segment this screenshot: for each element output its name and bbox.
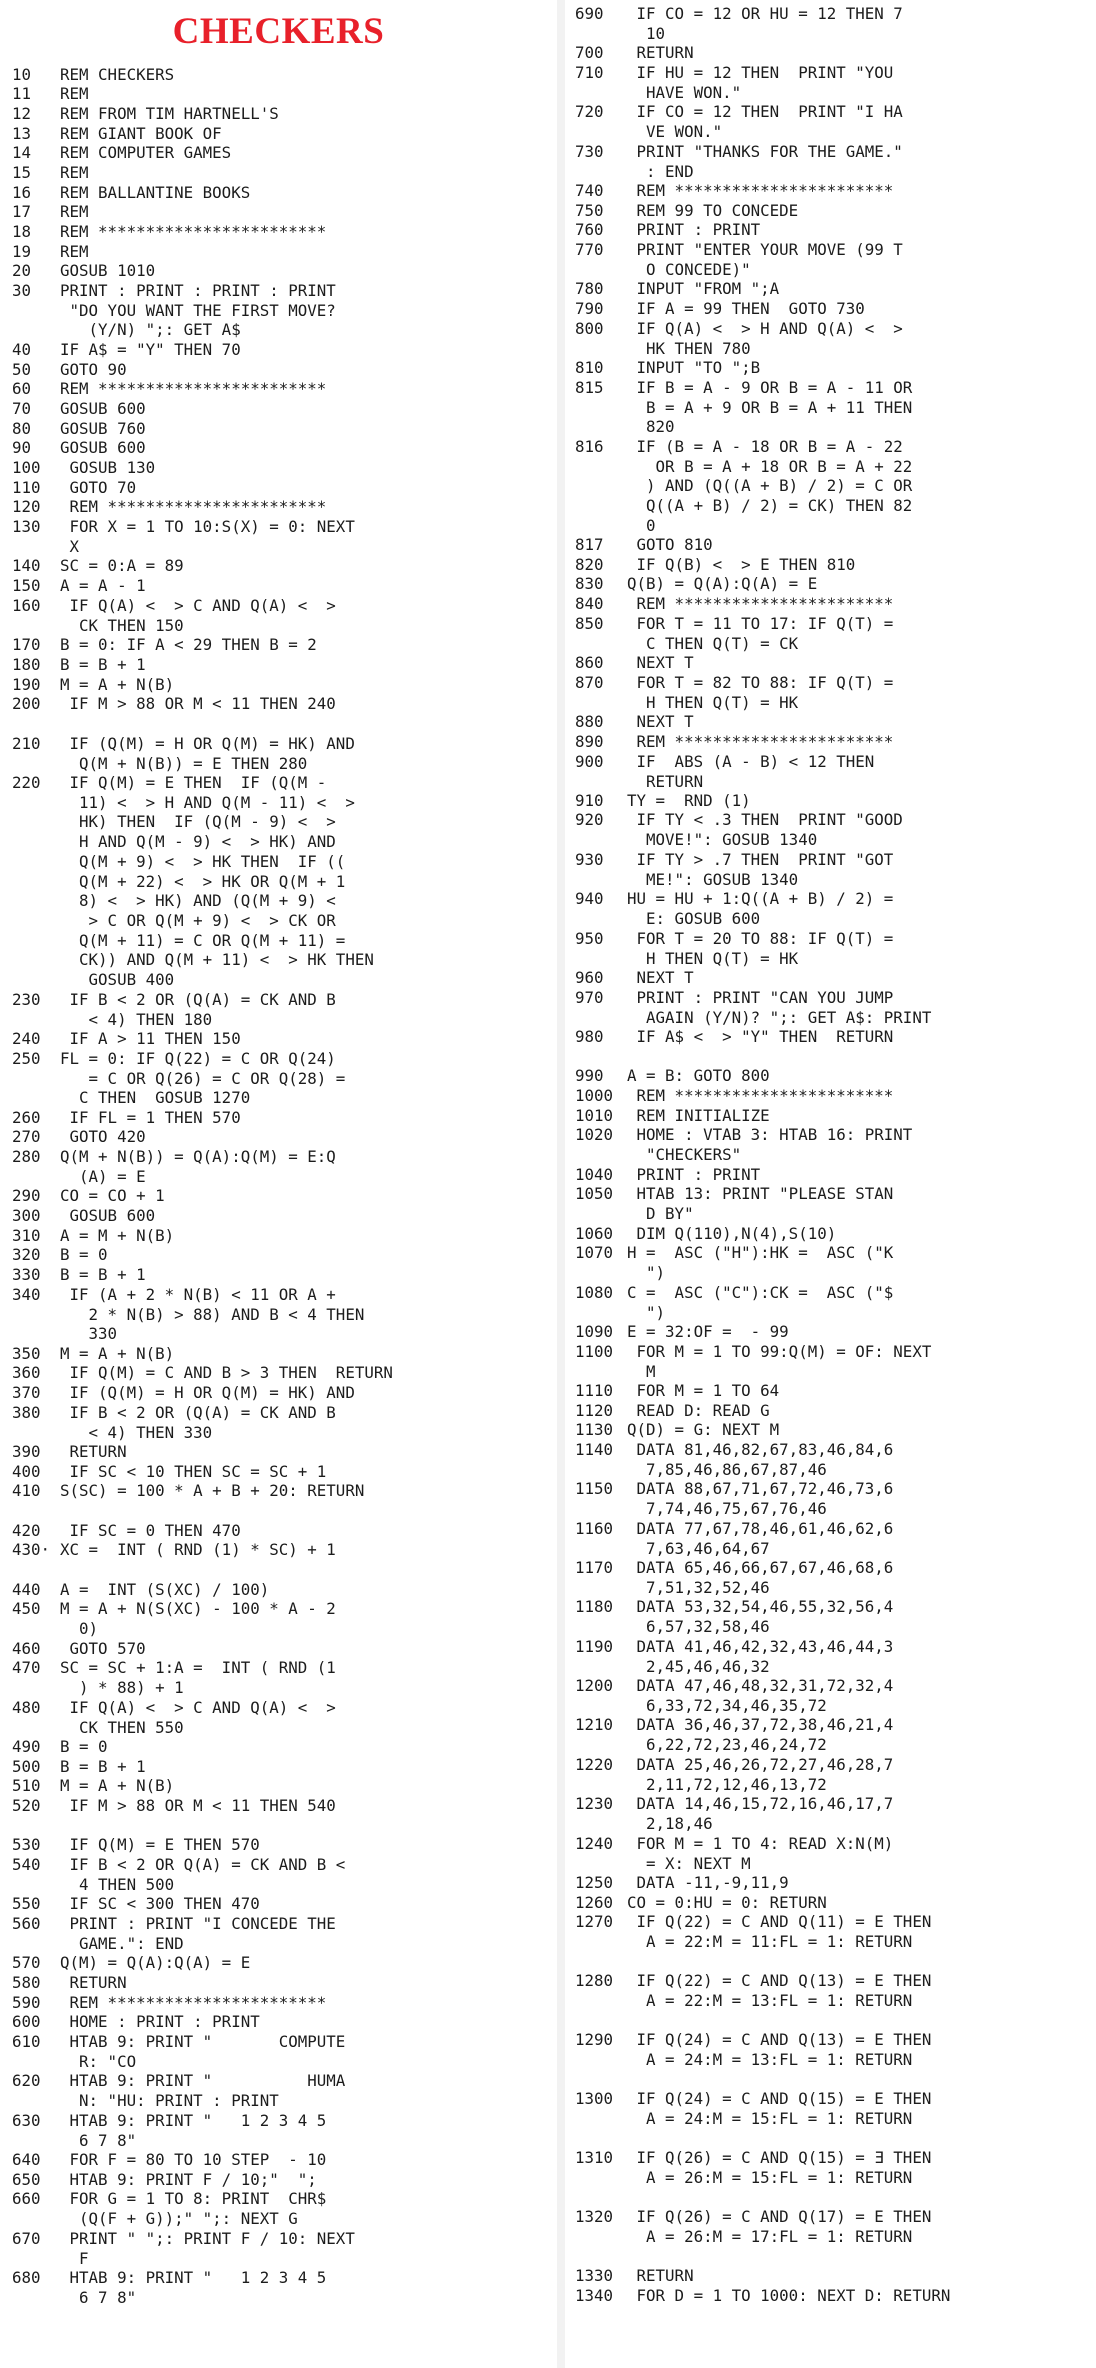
- line-number: 790: [575, 299, 604, 318]
- line-code: NEXT T: [627, 653, 694, 672]
- line-number: 830: [575, 574, 604, 593]
- line-code: HOME : VTAB 3: HTAB 16: PRINT "CHECKERS": [636, 1125, 913, 1164]
- line-code: IF SC < 10 THEN SC = SC + 1: [60, 1462, 327, 1481]
- line-number: 1140: [575, 1440, 614, 1459]
- line-number: 1180: [575, 1597, 614, 1616]
- line-code: B = 0: [60, 1245, 108, 1264]
- line-code: PRINT : PRINT "I CONCEDE THE GAME.": END: [69, 1914, 336, 1953]
- line-number: 250: [12, 1049, 41, 1068]
- line-code: HTAB 9: PRINT " 1 2 3 4 5 6 7 8": [69, 2268, 327, 2307]
- line-number: 60: [12, 379, 32, 398]
- line-number: 1110: [575, 1381, 614, 1400]
- line-code: NEXT T: [627, 968, 694, 987]
- line-code: IF HU = 12 THEN PRINT "YOU HAVE WON.": [636, 63, 894, 102]
- line-code: Q(M + N(B)) = Q(A):Q(M) = E:Q (A) = E: [60, 1147, 336, 1186]
- line-number: 1170: [575, 1558, 614, 1577]
- line-number: 860: [575, 653, 604, 672]
- line-number: 810: [575, 358, 604, 377]
- line-code: IF TY > .7 THEN PRINT "GOT ME!": GOSUB 1340: [636, 850, 894, 889]
- line-code: XC = INT ( RND (1) * SC) + 1: [60, 1540, 336, 1559]
- line-code: REM: [60, 202, 89, 221]
- line-number: 290: [12, 1186, 41, 1205]
- line-code: REM ***********************: [627, 594, 894, 613]
- line-code: REM: [60, 163, 89, 182]
- line-number: 620: [12, 2071, 41, 2090]
- line-number: 490: [12, 1737, 41, 1756]
- line-code: IF ABS (A - B) < 12 THEN RETURN: [636, 752, 875, 791]
- line-code: FOR M = 1 TO 64: [627, 1381, 780, 1400]
- line-code: IF A$ < > "Y" THEN RETURN: [627, 1027, 894, 1046]
- line-number: 840: [575, 594, 604, 613]
- line-number: 690: [575, 4, 604, 23]
- line-code: INPUT "FROM ";A: [627, 279, 780, 298]
- line-number: 1220: [575, 1755, 614, 1774]
- line-number: 440: [12, 1580, 41, 1599]
- line-code: REM ***********************: [627, 181, 894, 200]
- line-code: IF Q(22) = C AND Q(13) = E THEN A = 22:M = 13:FL = 1: RETURN: [636, 1971, 932, 2010]
- line-number: 890: [575, 732, 604, 751]
- line-code: IF A = 99 THEN GOTO 730: [627, 299, 865, 318]
- line-number: 1210: [575, 1715, 614, 1734]
- line-code: FL = 0: IF Q(22) = C OR Q(24) = C OR Q(26) = C OR Q(28) = C THEN GOSUB 1270: [60, 1049, 346, 1108]
- line-code: IF B < 2 OR (Q(A) = CK AND B < 4) THEN 330: [69, 1403, 336, 1442]
- line-number: 850: [575, 614, 604, 633]
- line-code: M = A + N(B): [60, 675, 175, 694]
- line-code: IF A$ = "Y" THEN 70: [60, 340, 241, 359]
- line-code: GOSUB 600: [60, 438, 146, 457]
- line-code: IF Q(A) < > H AND Q(A) < > HK THEN 780: [636, 319, 903, 358]
- line-code: REM INITIALIZE: [627, 1106, 770, 1125]
- line-number: 1010: [575, 1106, 614, 1125]
- line-number: 950: [575, 929, 604, 948]
- line-number: 460: [12, 1639, 41, 1658]
- line-number: 1080: [575, 1283, 614, 1302]
- line-number: 80: [12, 419, 32, 438]
- line-number: 90: [12, 438, 32, 457]
- line-number: 990: [575, 1066, 604, 1085]
- line-number: 15: [12, 163, 32, 182]
- line-number: 1070: [575, 1243, 614, 1262]
- line-code: A = B: GOTO 800: [627, 1066, 770, 1085]
- line-code: PRINT : PRINT : PRINT : PRINT "DO YOU WANT THE FIRST MOVE? (Y/N) ";: GET A$: [60, 281, 336, 340]
- line-code: IF CO = 12 OR HU = 12 THEN 7 10: [636, 4, 903, 43]
- line-number: 760: [575, 220, 604, 239]
- line-number: 160: [12, 596, 41, 615]
- line-number: 1340: [575, 2286, 614, 2305]
- line-code: B = B + 1: [60, 1265, 146, 1284]
- line-number: 1160: [575, 1519, 614, 1538]
- line-number: 410: [12, 1481, 41, 1500]
- line-code: INPUT "TO ";B: [627, 358, 761, 377]
- line-code: REM ***********************: [627, 732, 894, 751]
- line-number: 500: [12, 1757, 41, 1776]
- line-code: FOR G = 1 TO 8: PRINT CHR$ (Q(F + G));" ";: NEXT G: [69, 2189, 327, 2228]
- line-code: DATA 65,46,66,67,67,46,68,6 7,51,32,52,46: [636, 1558, 894, 1597]
- line-code: TY = RND (1): [627, 791, 751, 810]
- line-number: 880: [575, 712, 604, 731]
- line-code: GOSUB 600: [60, 1206, 156, 1225]
- line-code: DATA 41,46,42,32,43,46,44,3 2,45,46,46,32: [636, 1637, 894, 1676]
- line-code: GOTO 810: [627, 535, 713, 554]
- line-code: GOSUB 130: [60, 458, 156, 477]
- line-number: 200: [12, 694, 41, 713]
- line-code: IF M > 88 OR M < 11 THEN 240: [60, 694, 336, 713]
- line-number: 550: [12, 1894, 41, 1913]
- line-code: IF (A + 2 * N(B) < 11 OR A + 2 * N(B) > 88) AND B < 4 THEN 330: [69, 1285, 365, 1344]
- line-number: 900: [575, 752, 604, 771]
- line-number: 520: [12, 1796, 41, 1815]
- line-number: 660: [12, 2189, 41, 2208]
- line-number: 480: [12, 1698, 41, 1717]
- line-code: SC = 0:A = 89: [60, 556, 184, 575]
- line-number: 750: [575, 201, 604, 220]
- line-number: 960: [575, 968, 604, 987]
- line-number: 1320: [575, 2207, 614, 2226]
- line-code: GOTO 90: [60, 360, 127, 379]
- line-code: REM: [60, 242, 89, 261]
- line-number: 16: [12, 183, 32, 202]
- line-number: 13: [12, 124, 32, 143]
- line-number: 1190: [575, 1637, 614, 1656]
- line-number: 1330: [575, 2266, 614, 2285]
- line-code: IF B = A - 9 OR B = A - 11 OR B = A + 9 OR B = A + 11 THEN 820: [636, 378, 913, 437]
- line-number: 1290: [575, 2030, 614, 2049]
- line-code: HTAB 9: PRINT " 1 2 3 4 5 6 7 8": [69, 2111, 327, 2150]
- line-number: 10: [12, 65, 32, 84]
- line-code: IF B < 2 OR (Q(A) = CK AND B < 4) THEN 180: [69, 990, 336, 1029]
- line-number: 30: [12, 281, 32, 300]
- line-code: S(SC) = 100 * A + B + 20: RETURN: [60, 1481, 365, 1500]
- line-number: 280: [12, 1147, 41, 1166]
- line-code: IF Q(22) = C AND Q(11) = E THEN A = 22:M = 11:FL = 1: RETURN: [636, 1912, 932, 1951]
- line-code: DATA -11,-9,11,9: [627, 1873, 789, 1892]
- line-number: 11: [12, 84, 32, 103]
- line-number: 300: [12, 1206, 41, 1225]
- line-number: 40: [12, 340, 32, 359]
- line-number: 640: [12, 2150, 41, 2169]
- line-code: PRINT : PRINT: [627, 220, 761, 239]
- line-number: 1040: [575, 1165, 614, 1184]
- line-code: GOTO 420: [60, 1127, 146, 1146]
- line-code: A = M + N(B): [60, 1226, 175, 1245]
- line-code: M = A + N(B): [60, 1344, 175, 1363]
- line-code: GOTO 570: [60, 1639, 146, 1658]
- line-code: A = A - 1: [60, 576, 146, 595]
- line-number: 14: [12, 143, 32, 162]
- line-code: HTAB 9: PRINT " HUMA N: "HU: PRINT : PRINT: [69, 2071, 346, 2110]
- line-code: Q(M) = Q(A):Q(A) = E: [60, 1953, 251, 1972]
- line-code: REM: [60, 84, 89, 103]
- line-code: RETURN: [627, 43, 694, 62]
- line-number: 390: [12, 1442, 41, 1461]
- line-number: 610: [12, 2032, 41, 2051]
- line-code: IF TY < .3 THEN PRINT "GOOD MOVE!": GOSUB 1340: [636, 810, 903, 849]
- line-number: 820: [575, 555, 604, 574]
- line-code: M = A + N(B): [60, 1776, 175, 1795]
- line-code: DATA 14,46,15,72,16,46,17,7 2,18,46: [636, 1794, 894, 1833]
- line-code: IF CO = 12 THEN PRINT "I HA VE WON.": [636, 102, 903, 141]
- line-code: CO = CO + 1: [60, 1186, 165, 1205]
- line-number: 220: [12, 773, 41, 792]
- line-code: E = 32:OF = - 99: [627, 1322, 789, 1341]
- line-number: 430·: [12, 1540, 51, 1559]
- line-number: 400: [12, 1462, 41, 1481]
- line-number: 700: [575, 43, 604, 62]
- line-code: C = ASC ("C"):CK = ASC ("$ "): [627, 1283, 894, 1322]
- line-code: IF A > 11 THEN 150: [60, 1029, 241, 1048]
- line-number: 370: [12, 1383, 41, 1402]
- line-code: IF (B = A - 18 OR B = A - 22 OR B = A + 18 OR B = A + 22 ) AND (Q((A + B) / 2) = C OR Q((A + B) / 2) = CK) THEN 82 0: [636, 437, 913, 535]
- line-number: 1090: [575, 1322, 614, 1341]
- line-code: PRINT : PRINT: [627, 1165, 761, 1184]
- line-number: 530: [12, 1835, 41, 1854]
- line-code: B = 0: [60, 1737, 108, 1756]
- line-number: 270: [12, 1127, 41, 1146]
- line-number: 920: [575, 810, 604, 829]
- line-number: 630: [12, 2111, 41, 2130]
- line-code: FOR T = 20 TO 88: IF Q(T) = H THEN Q(T) = HK: [636, 929, 894, 968]
- line-code: B = B + 1: [60, 1757, 146, 1776]
- line-number: 560: [12, 1914, 41, 1933]
- line-number: 980: [575, 1027, 604, 1046]
- line-code: REM GIANT BOOK OF: [60, 124, 222, 143]
- line-code: IF FL = 1 THEN 570: [60, 1108, 241, 1127]
- line-code: NEXT T: [627, 712, 694, 731]
- page-title: CHECKERS: [172, 11, 385, 52]
- line-code: IF (Q(M) = H OR Q(M) = HK) AND Q(M + N(B)) = E THEN 280: [69, 734, 355, 773]
- line-code: FOR T = 82 TO 88: IF Q(T) = H THEN Q(T) = HK: [636, 673, 894, 712]
- line-number: 770: [575, 240, 604, 259]
- line-number: 120: [12, 497, 41, 516]
- line-number: 600: [12, 2012, 41, 2031]
- line-number: 1050: [575, 1184, 614, 1203]
- line-number: 1260: [575, 1893, 614, 1912]
- line-number: 730: [575, 142, 604, 161]
- line-number: 20: [12, 261, 32, 280]
- line-number: 740: [575, 181, 604, 200]
- line-number: 260: [12, 1108, 41, 1127]
- line-code: CO = 0:HU = 0: RETURN: [627, 1893, 827, 1912]
- line-number: 710: [575, 63, 604, 82]
- line-number: 470: [12, 1658, 41, 1677]
- line-code: DATA 88,67,71,67,72,46,73,6 7,74,46,75,67,76,46: [636, 1479, 894, 1518]
- line-number: 1270: [575, 1912, 614, 1931]
- line-code: REM ************************: [60, 222, 327, 241]
- line-code: GOSUB 760: [60, 419, 146, 438]
- line-code: FOR M = 1 TO 99:Q(M) = OF: NEXT M: [636, 1342, 932, 1381]
- line-code: Q(B) = Q(A):Q(A) = E: [627, 574, 818, 593]
- line-number: 420: [12, 1521, 41, 1540]
- line-code: IF Q(B) < > E THEN 810: [627, 555, 856, 574]
- line-number: 817: [575, 535, 604, 554]
- line-code: FOR D = 1 TO 1000: NEXT D: RETURN: [627, 2286, 951, 2305]
- line-number: 380: [12, 1403, 41, 1422]
- line-number: 110: [12, 478, 41, 497]
- line-code: GOSUB 1010: [60, 261, 156, 280]
- line-code: FOR T = 11 TO 17: IF Q(T) = C THEN Q(T) = CK: [636, 614, 894, 653]
- line-number: 1230: [575, 1794, 614, 1813]
- line-number: 1200: [575, 1676, 614, 1695]
- line-code: HOME : PRINT : PRINT: [60, 2012, 260, 2031]
- line-number: 720: [575, 102, 604, 121]
- line-code: B = 0: IF A < 29 THEN B = 2: [60, 635, 317, 654]
- line-code: REM ***********************: [60, 1993, 327, 2012]
- line-number: 1240: [575, 1834, 614, 1853]
- line-code: PRINT "THANKS FOR THE GAME." : END: [636, 142, 903, 181]
- line-number: 19: [12, 242, 32, 261]
- line-code: B = B + 1: [60, 655, 146, 674]
- line-code: GOSUB 600: [60, 399, 146, 418]
- line-code: DATA 47,46,48,32,31,72,32,4 6,33,72,34,46,35,72: [636, 1676, 894, 1715]
- line-number: 680: [12, 2268, 41, 2287]
- line-number: 450: [12, 1599, 41, 1618]
- line-number: 1250: [575, 1873, 614, 1892]
- line-code: M = A + N(S(XC) - 100 * A - 2 0): [60, 1599, 336, 1638]
- line-code: Q(D) = G: NEXT M: [627, 1420, 780, 1439]
- line-number: 1020: [575, 1125, 614, 1144]
- line-code: FOR F = 80 TO 10 STEP - 10: [60, 2150, 327, 2169]
- line-number: 1100: [575, 1342, 614, 1361]
- line-number: 800: [575, 319, 604, 338]
- line-number: 70: [12, 399, 32, 418]
- line-code: REM COMPUTER GAMES: [60, 143, 232, 162]
- line-number: 815: [575, 378, 604, 397]
- line-code: SC = SC + 1:A = INT ( RND (1 ) * 88) + 1: [60, 1658, 336, 1697]
- line-number: 910: [575, 791, 604, 810]
- line-code: RETURN: [60, 1442, 127, 1461]
- line-code: REM ************************: [60, 379, 327, 398]
- line-number: 350: [12, 1344, 41, 1363]
- line-number: 970: [575, 988, 604, 1007]
- line-code: IF Q(24) = C AND Q(13) = E THEN A = 24:M = 13:FL = 1: RETURN: [636, 2030, 932, 2069]
- line-code: RETURN: [60, 1973, 127, 1992]
- line-code: DATA 77,67,78,46,61,46,62,6 7,63,46,64,67: [636, 1519, 894, 1558]
- line-code: IF (Q(M) = H OR Q(M) = HK) AND: [60, 1383, 355, 1402]
- line-code: REM ***********************: [627, 1086, 894, 1105]
- line-code: IF Q(24) = C AND Q(15) = E THEN A = 24:M = 15:FL = 1: RETURN: [636, 2089, 932, 2128]
- line-code: DATA 53,32,54,46,55,32,56,4 6,57,32,58,46: [636, 1597, 894, 1636]
- line-number: 330: [12, 1265, 41, 1284]
- line-number: 816: [575, 437, 604, 456]
- line-code: HTAB 9: PRINT " COMPUTE R: "CO: [69, 2032, 346, 2071]
- line-code: PRINT : PRINT "CAN YOU JUMP AGAIN (Y/N)? ";: GET A$: PRINT: [636, 988, 932, 1027]
- line-code: REM ***********************: [60, 497, 327, 516]
- line-code: IF Q(M) = E THEN IF (Q(M - 11) < > H AND Q(M - 11) < > HK) THEN IF (Q(M - 9) < > H AND Q(M - 9) < > HK) AND Q(M + 9) < > HK THEN IF (( Q(M + 22) < > HK OR Q(M + 1 8) < > HK) AND (Q(M + 9) < > C OR Q(M + 9) < > CK OR Q(M + 11) = C OR Q(M + 11) = CK)) AND Q(M + 11) < > HK THEN GOSUB 400: [69, 773, 374, 990]
- line-code: HU = HU + 1:Q((A + B) / 2) = E: GOSUB 600: [627, 889, 894, 928]
- line-number: 940: [575, 889, 604, 908]
- line-number: 540: [12, 1855, 41, 1874]
- line-code: REM 99 TO CONCEDE: [627, 201, 799, 220]
- line-number: 580: [12, 1973, 41, 1992]
- line-number: 570: [12, 1953, 41, 1972]
- line-code: REM BALLANTINE BOOKS: [60, 183, 251, 202]
- line-number: 150: [12, 576, 41, 595]
- line-number: 320: [12, 1245, 41, 1264]
- line-number: 130: [12, 517, 41, 536]
- line-number: 1120: [575, 1401, 614, 1420]
- line-number: 17: [12, 202, 32, 221]
- line-number: 930: [575, 850, 604, 869]
- line-code: H = ASC ("H"):HK = ASC ("K "): [627, 1243, 894, 1282]
- line-code: IF Q(M) = E THEN 570: [60, 1835, 260, 1854]
- line-code: A = INT (S(XC) / 100): [60, 1580, 270, 1599]
- line-code: REM FROM TIM HARTNELL'S: [60, 104, 279, 123]
- line-number: 230: [12, 990, 41, 1009]
- line-code: PRINT " ";: PRINT F / 10: NEXT F: [69, 2229, 355, 2268]
- line-number: 210: [12, 734, 41, 753]
- line-code: IF SC = 0 THEN 470: [60, 1521, 241, 1540]
- line-code: IF SC < 300 THEN 470: [60, 1894, 260, 1913]
- line-code: IF Q(26) = C AND Q(15) = Ǝ THEN A = 26:M = 15:FL = 1: RETURN: [636, 2148, 932, 2187]
- line-code: DIM Q(110),N(4),S(10): [627, 1224, 837, 1243]
- column-divider: [557, 0, 565, 2368]
- line-code: FOR X = 1 TO 10:S(X) = 0: NEXT X: [69, 517, 355, 556]
- line-number: 180: [12, 655, 41, 674]
- line-number: 12: [12, 104, 32, 123]
- line-code: GOTO 70: [60, 478, 137, 497]
- line-number: 590: [12, 1993, 41, 2012]
- line-number: 670: [12, 2229, 41, 2248]
- line-code: IF Q(M) = C AND B > 3 THEN RETURN: [60, 1363, 393, 1382]
- line-code: IF B < 2 OR Q(A) = CK AND B < 4 THEN 500: [69, 1855, 346, 1894]
- line-number: 140: [12, 556, 41, 575]
- line-number: 1310: [575, 2148, 614, 2167]
- line-code: DATA 81,46,82,67,83,46,84,6 7,85,46,86,67,87,46: [636, 1440, 894, 1479]
- line-code: HTAB 13: PRINT "PLEASE STAN D BY": [636, 1184, 894, 1223]
- line-number: 650: [12, 2170, 41, 2189]
- line-number: 190: [12, 675, 41, 694]
- line-number: 1130: [575, 1420, 614, 1439]
- line-code: FOR M = 1 TO 4: READ X:N(M) = X: NEXT M: [636, 1834, 894, 1873]
- line-code: IF Q(26) = C AND Q(17) = E THEN A = 26:M = 17:FL = 1: RETURN: [636, 2207, 932, 2246]
- line-number: 170: [12, 635, 41, 654]
- line-code: PRINT "ENTER YOUR MOVE (99 T O CONCEDE)": [636, 240, 903, 279]
- line-number: 240: [12, 1029, 41, 1048]
- line-number: 870: [575, 673, 604, 692]
- line-number: 1150: [575, 1479, 614, 1498]
- line-number: 1300: [575, 2089, 614, 2108]
- line-code: HTAB 9: PRINT F / 10;" ";: [60, 2170, 317, 2189]
- line-code: RETURN: [627, 2266, 694, 2285]
- line-code: REM CHECKERS: [60, 65, 175, 84]
- line-code: IF Q(A) < > C AND Q(A) < > CK THEN 550: [69, 1698, 336, 1737]
- line-number: 780: [575, 279, 604, 298]
- line-code: IF M > 88 OR M < 11 THEN 540: [60, 1796, 336, 1815]
- line-code: DATA 25,46,26,72,27,46,28,7 2,11,72,12,46,13,72: [636, 1755, 894, 1794]
- line-code: DATA 36,46,37,72,38,46,21,4 6,22,72,23,46,24,72: [636, 1715, 894, 1754]
- line-number: 310: [12, 1226, 41, 1245]
- line-code: IF Q(A) < > C AND Q(A) < > CK THEN 150: [69, 596, 336, 635]
- line-number: 100: [12, 458, 41, 477]
- line-code: READ D: READ G: [627, 1401, 770, 1420]
- line-number: 1280: [575, 1971, 614, 1990]
- line-number: 340: [12, 1285, 41, 1304]
- line-number: 1000: [575, 1086, 614, 1105]
- line-number: 360: [12, 1363, 41, 1382]
- line-number: 1060: [575, 1224, 614, 1243]
- line-number: 50: [12, 360, 32, 379]
- line-number: 18: [12, 222, 32, 241]
- line-number: 510: [12, 1776, 41, 1795]
